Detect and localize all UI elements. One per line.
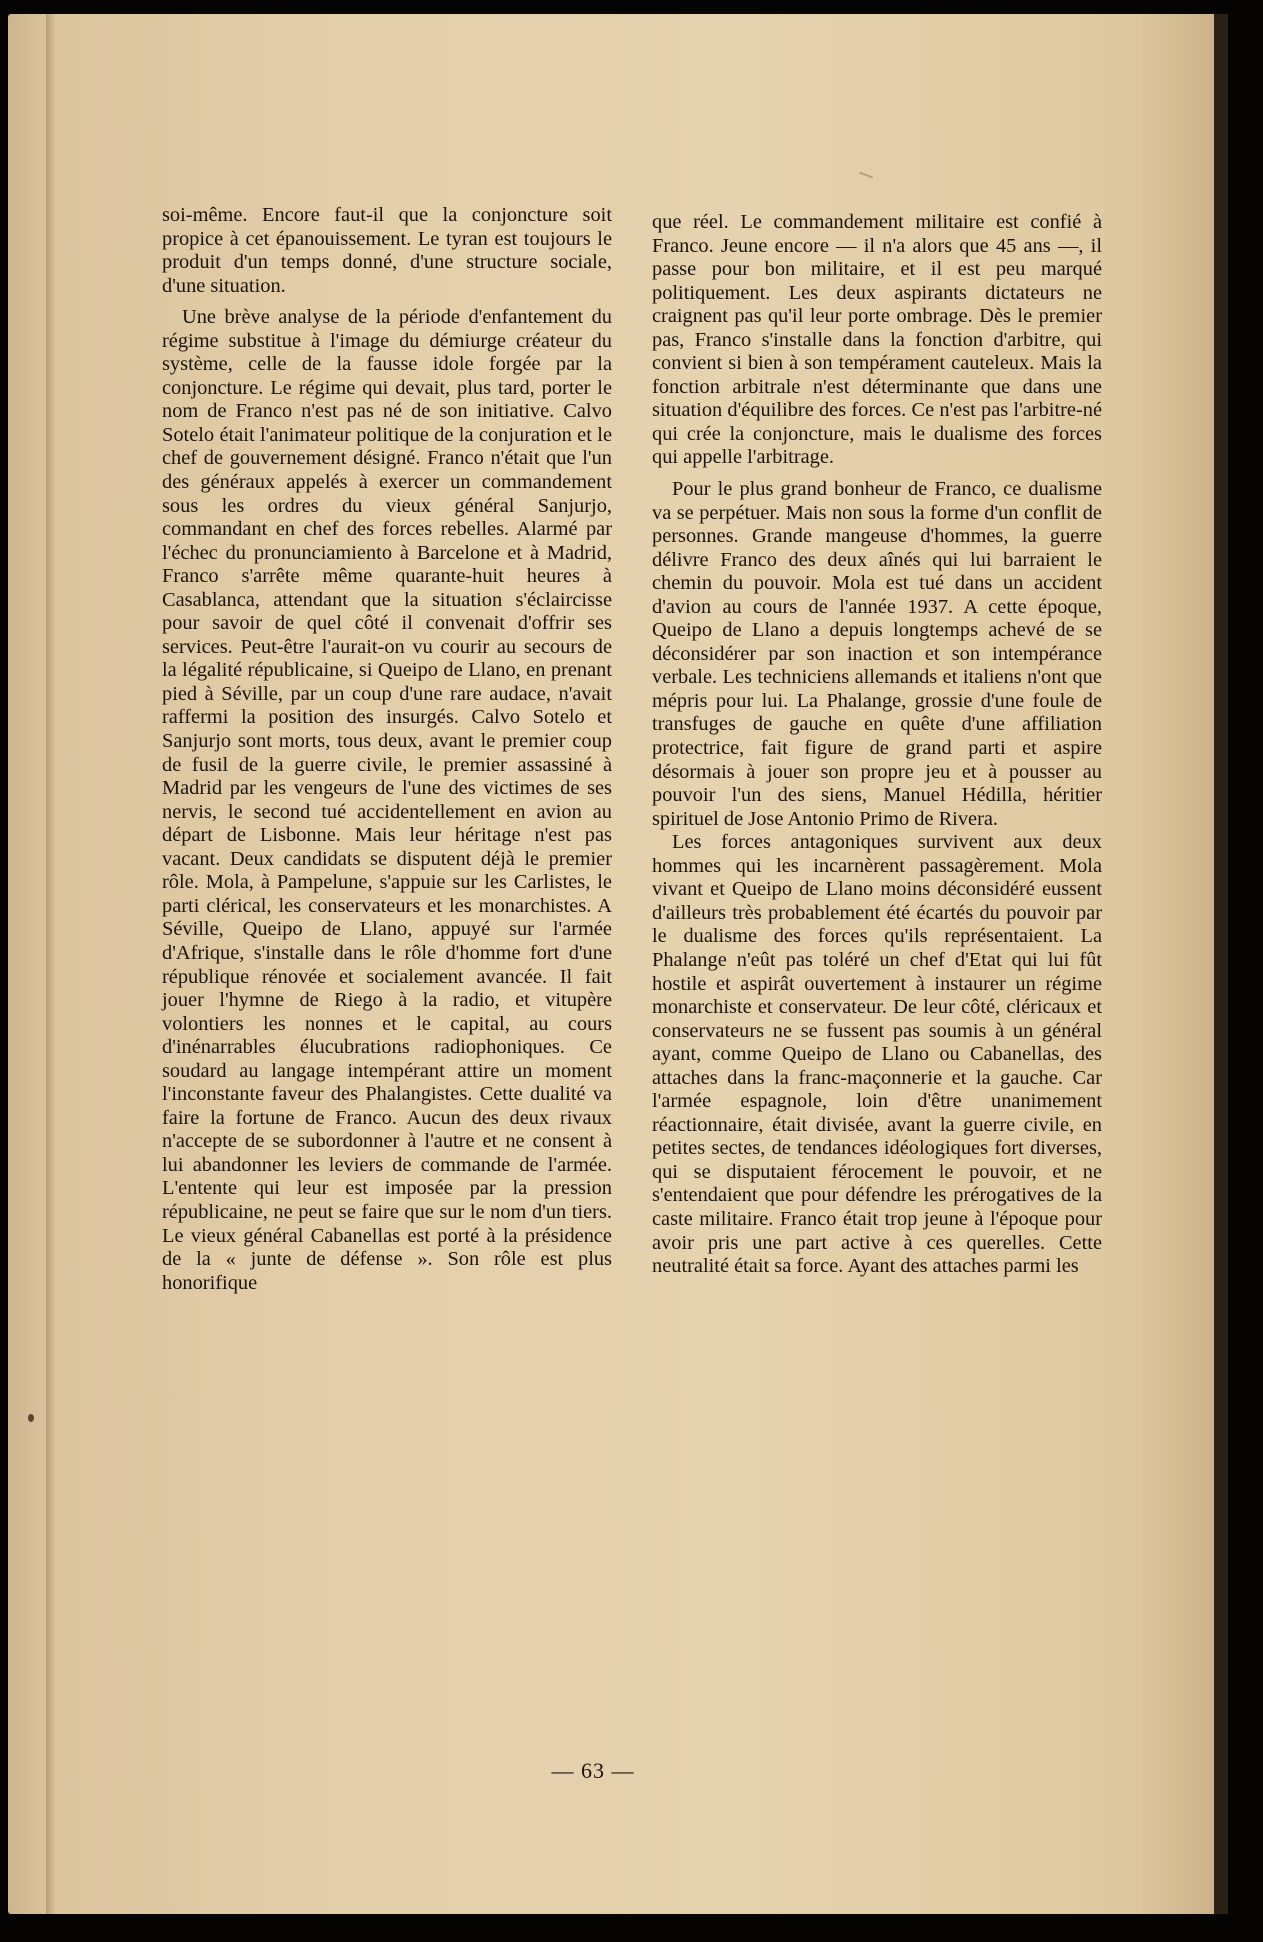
page-spine-shadow: [46, 14, 56, 1914]
page-number: — 63 —: [551, 1758, 635, 1783]
paragraph: Pour le plus grand bonheur de Franco, ce dualisme va se perpétuer. Mais non sous la forme d'un conflit de personnes. Grande mangeuse d'hommes, la guerre délivre Franco des deux aînés qui lui barraient le chemin du pouvoir. Mola est tué dans un accident d'avion au cours de l'année 1937. A cette époque, Queipo de Llano a depuis longtemps achevé de se déconsidérer par son inaction et son intempérance verbale. Les techniciens allemands et italiens n'ont que mépris pour lui. La Phalange, grossie d'une foule de transfuges de gauche en quête d'une affiliation protectrice, fait figure de grand parti et aspire désormais à jouer son propre jeu et à pousser au pouvoir l'un des siens, Manuel Hédilla, héritier spirituel de Jose Antonio Primo de Rivera.: [652, 478, 1102, 830]
text-column-right: [652, 211, 1102, 1279]
paper-mark: [859, 172, 873, 179]
paragraph: soi-même. Encore faut-il que la conjoncture soit propice à cet épanouissement. Le tyran est toujours le produit d'un temps donné, d'une structure sociale, d'une situation.: [162, 204, 612, 297]
book-page: [8, 14, 1228, 1914]
ink-spot: [28, 1414, 34, 1422]
paragraph: Les forces antagoniques survivent aux deux hommes qui les incarnèrent passagèrement. Mola vivant et Queipo de Llano moins déconsidéré eussent d'ailleurs très probablement été écartés du pouvoir par le dualisme des forces qu'ils représentaient. La Phalange n'eût pas toléré un chef d'Etat qui lui fût hostile et aspirât ouvertement à instaurer un régime monarchiste et conservateur. De leur côté, cléricaux et conservateurs ne se fussent pas soumis à un général ayant, comme Queipo de Llano ou Cabanellas, des attaches dans la franc-maçonnerie et la gauche. Car l'armée espagnole, loin d'être unanimement réactionnaire, était divisée, avant la guerre civile, en petites sectes, de tendances idéologiques fort diverses, qui se disputaient férocement le pouvoir, et ne s'entendaient que pour défendre les prérogatives de la caste militaire. Franco était trop jeune à l'époque pour avoir pris une part active à ces querelles. Cette neutralité était sa force. Ayant des attaches parmi les: [652, 831, 1102, 1278]
paragraph: que réel. Le commandement militaire est confié à Franco. Jeune encore — il n'a alors que 45 ans —, il passe pour bon militaire, et il est peu marqué politiquement. Les deux aspirants dictateurs ne craignent pas qu'il leur porte ombrage. Dès le premier pas, Franco s'installe dans la fonction d'arbitre, qui convient si bien à son tempérament cauteleux. Mais la fonction arbitrale n'est déterminante que dans une situation d'équilibre des forces. Ce n'est pas l'arbitre-né qui crée la conjoncture, mais le dualisme des forces qui appelle l'arbitrage.: [652, 211, 1102, 469]
text-column-left: [162, 204, 612, 1295]
paragraph: Une brève analyse de la période d'enfantement du régime substitue à l'image du démiurge créateur du système, celle de la fausse idole forgée par la conjoncture. Le régime qui devait, plus tard, porter le nom de Franco n'est pas né de son initiative. Calvo Sotelo était l'animateur politique de la conjuration et le chef de gouvernement désigné. Franco n'était que l'un des généraux appelés à exercer un commandement sous les ordres du vieux général Sanjurjo, commandant en chef des forces rebelles. Alarmé par l'échec du pronunciamiento à Barcelone et à Madrid, Franco s'arrête même quarante-huit heures à Casablanca, attendant que la situation s'éclaircisse pour savoir de quel côté il convenait d'offrir ses services. Peut-être l'aurait-on vu courir au secours de la légalité républicaine, si Queipo de Llano, en prenant pied à Séville, par un coup d'une rare audace, n'avait raffermi la position des insurgés. Calvo Sotelo et Sanjurjo sont morts, tous deux, avant le premier coup de fusil de la guerre civile, le premier assassiné à Madrid par les vengeurs de l'une des victimes de ses nervis, le second tué accidentellement en avion au départ de Lisbonne. Mais leur héritage n'est pas vacant. Deux candidats se disputent déjà le premier rôle. Mola, à Pampelune, s'appuie sur les Carlistes, le parti clérical, les conservateurs et les monarchistes. A Séville, Queipo de Llano, appuyé sur l'armée d'Afrique, s'installe dans le rôle d'homme fort d'une république rénovée et socialement avancée. Il fait jouer l'hymne de Riego à la radio, et vitupère volontiers les nonnes et le capital, au cours d'inénarrables élucubrations radiophoniques. Ce soudard au langage intempérant attire un moment l'inconstante faveur des Phalangistes. Cette dualité va faire la fortune de Franco. Aucun des deux rivaux n'accepte de se subordonner à l'autre et ne consent à lui abandonner les leviers de commande de l'armée. L'entente qui leur est imposée par la pression républicaine, ne peut se faire que sur le nom d'un tiers. Le vieux général Cabanellas est porté à la présidence de la « junte de défense ». Son rôle est plus honorifique: [162, 306, 612, 1294]
page-edge: [1214, 14, 1228, 1914]
